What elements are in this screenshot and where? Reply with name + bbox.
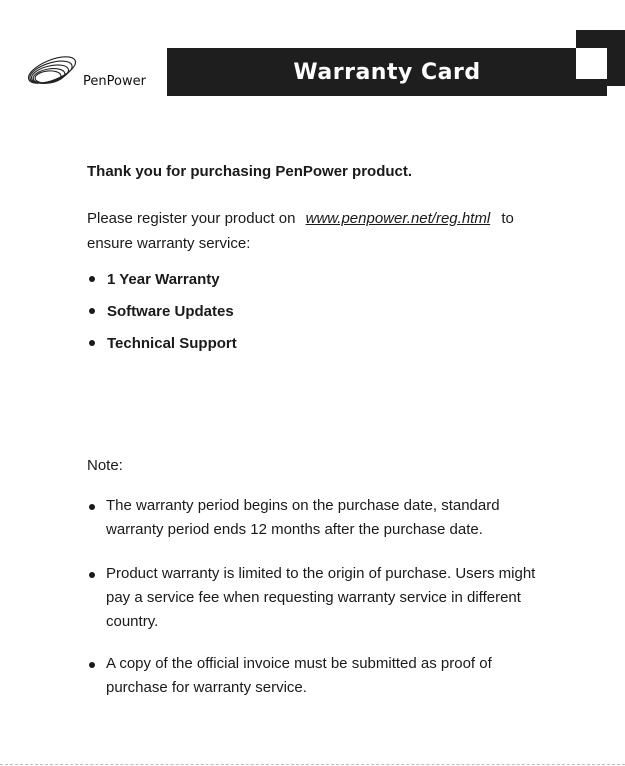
note-text: A copy of the official invoice must be submitted as proof of purchase for warranty service. [106,655,492,696]
bullet-icon [89,276,95,282]
register-link[interactable]: www.penpower.net/reg.html [305,210,491,227]
page-title: Warranty Card [293,59,481,85]
thank-you-heading: Thank you for purchasing PenPower product. [87,163,413,180]
brand-logo [24,50,164,96]
benefit-label: Software Updates [107,303,234,320]
bullet-icon [89,308,95,314]
benefit-item [87,335,237,352]
register-text-after: to [501,210,514,227]
penpower-swirl-icon [24,50,84,96]
bullet-icon [89,662,95,668]
corner-decoration-inner [576,48,607,79]
bottom-divider [0,764,625,765]
benefit-label: Technical Support [107,335,237,352]
note-text: The warranty period begins on the purchase date, standard warranty period ends 12 months after the purchase date. [106,497,500,538]
brand-name: PenPower [83,74,146,89]
register-line-2: ensure warranty service: [87,235,251,252]
benefit-label: 1 Year Warranty [107,271,220,288]
benefit-item [87,271,220,288]
note-text: Product warranty is limited to the origin of purchase. Users might pay a service fee when requesting warranty service in different country. [106,565,536,630]
bullet-icon [89,340,95,346]
page-title-bar [167,48,607,96]
bullet-icon [89,572,95,578]
bullet-icon [89,504,95,510]
register-line-1 [87,210,514,227]
note-label: Note: [87,457,123,474]
register-text-before: Please register your product on [87,210,296,227]
benefit-item [87,303,234,320]
